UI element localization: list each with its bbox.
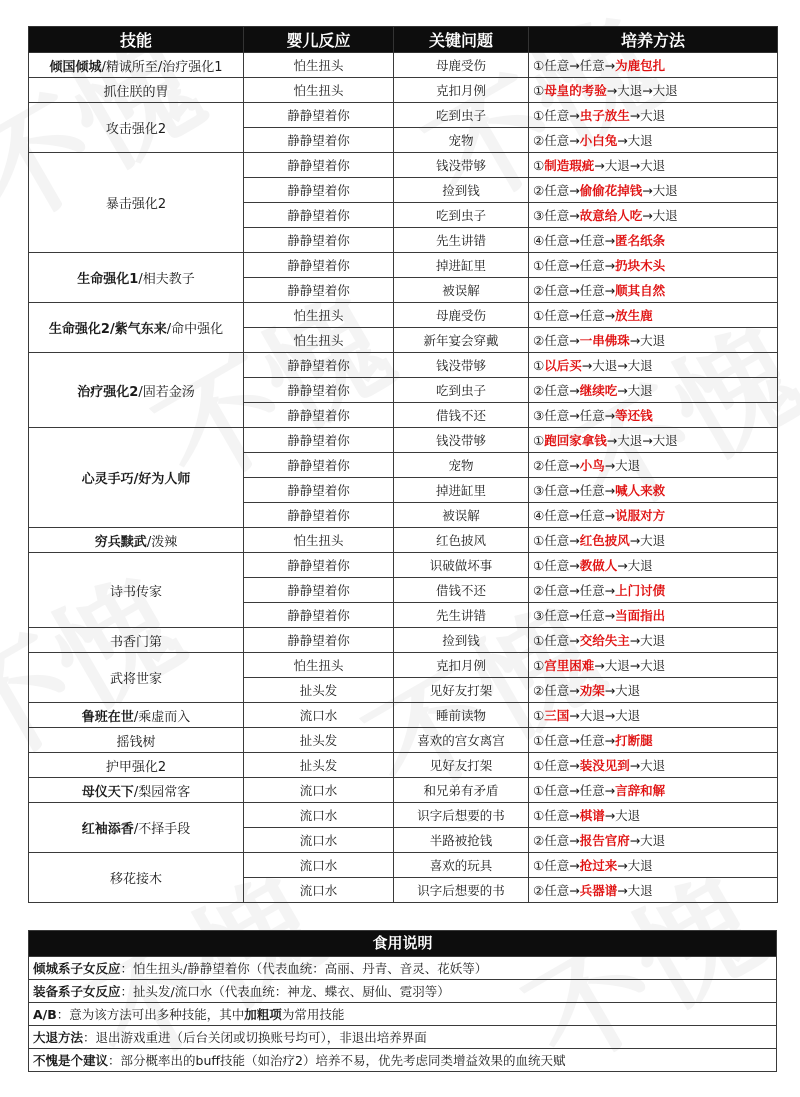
text-segment: 暴击强化2 <box>105 197 167 212</box>
highlight-text: 装没见到 <box>579 758 630 773</box>
bold-text: 红袖添香 <box>81 822 134 837</box>
highlight-text: 放生鹿 <box>615 308 653 323</box>
method-cell <box>529 403 778 428</box>
issue-cell: 母鹿受伤 <box>394 303 529 328</box>
text-segment: ①任意→ <box>533 808 580 823</box>
text-segment: ：部分概率出的buff技能（如治疗2）培养不易，优先考虑同类增益效果的血统天赋 <box>108 1053 566 1068</box>
highlight-text: 当面指出 <box>615 608 666 623</box>
issue-cell: 识字后想要的书 <box>394 878 529 903</box>
skill-table <box>28 26 778 903</box>
text-segment: ③任意→任意→ <box>533 483 616 498</box>
reaction-cell: 流口水 <box>244 703 394 728</box>
text-segment: 护甲强化2 <box>105 759 167 775</box>
highlight-text: 上门讨债 <box>615 583 666 598</box>
reaction-cell: 静静望着你 <box>244 128 394 153</box>
reaction-cell: 静静望着你 <box>244 403 394 428</box>
text-segment: ① <box>533 158 545 173</box>
highlight-text: 跑回家拿钱 <box>544 433 607 448</box>
issue-cell: 吃到虫子 <box>394 378 529 403</box>
text-segment: ①任意→ <box>533 633 580 648</box>
text-segment: ①任意→ <box>533 758 580 773</box>
issue-cell: 捡到钱 <box>394 628 529 653</box>
text-segment: →大退 <box>617 858 653 873</box>
text-segment: ：怕生扭头/静静望着你（代表血统：高丽、丹青、音灵、花妖等） <box>120 961 488 976</box>
text-segment: →大退 <box>617 383 653 398</box>
text-segment: ①任意→任意→ <box>533 258 616 273</box>
reaction-cell: 静静望着你 <box>244 503 394 528</box>
reaction-cell: 静静望着你 <box>244 628 394 653</box>
bold-text: 穷兵黩武 <box>94 534 147 550</box>
highlight-text: 扔块木头 <box>615 258 666 273</box>
table-row <box>29 778 778 803</box>
text-segment: ④任意→任意→ <box>533 233 616 248</box>
text-segment: ：退出游戏重进（后台关闭或切换账号均可），非退出培养界面 <box>83 1030 427 1045</box>
highlight-text: 打断腿 <box>615 733 653 748</box>
text-segment: /不择手段 <box>133 822 191 837</box>
reaction-cell: 静静望着你 <box>244 228 394 253</box>
method-cell <box>529 278 778 303</box>
bold-text: 心灵手巧/好为人师 <box>81 472 191 487</box>
table-row <box>29 153 778 178</box>
usage-notes <box>28 930 777 1072</box>
method-cell <box>529 378 778 403</box>
text-segment: ③任意→任意→ <box>533 608 616 623</box>
table-row <box>29 703 778 728</box>
bold-text: 生命强化2/紫气东来 <box>48 322 167 337</box>
text-segment: →大退→大退 <box>569 708 641 723</box>
method-cell <box>529 528 778 553</box>
text-segment: →大退 <box>604 458 641 473</box>
skill-cell <box>29 703 244 728</box>
reaction-cell: 静静望着你 <box>244 253 394 278</box>
text-segment: ②任意→ <box>533 133 580 148</box>
skill-cell <box>29 728 244 753</box>
reaction-cell: 怕生扭头 <box>244 328 394 353</box>
method-cell <box>529 678 778 703</box>
reaction-cell: 静静望着你 <box>244 453 394 478</box>
method-cell <box>529 778 778 803</box>
issue-cell: 克扣月例 <box>394 78 529 103</box>
highlight-text: 报告官府 <box>579 833 630 848</box>
text-segment: ②任意→任意→ <box>533 283 616 298</box>
bold-text: 倾国倾城 <box>49 59 102 75</box>
bold-text: 倾城系子女反应 <box>33 961 121 976</box>
bold-text: A/B <box>33 1007 57 1022</box>
highlight-text: 宫里困难 <box>544 658 595 673</box>
skill-cell <box>29 353 244 428</box>
reaction-cell: 静静望着你 <box>244 378 394 403</box>
text-segment: →大退 <box>617 133 653 148</box>
reaction-cell: 扯头发 <box>244 728 394 753</box>
highlight-text: 匿名纸条 <box>615 233 666 248</box>
method-cell <box>529 478 778 503</box>
text-segment: 诗书传家 <box>109 584 162 600</box>
reaction-cell: 静静望着你 <box>244 578 394 603</box>
issue-cell: 克扣月例 <box>394 653 529 678</box>
reaction-cell: 怕生扭头 <box>244 303 394 328</box>
issue-cell: 半路被抢钱 <box>394 828 529 853</box>
reaction-cell: 静静望着你 <box>244 178 394 203</box>
text-segment: ②任意→ <box>533 883 580 898</box>
skill-cell <box>29 553 244 628</box>
issue-cell: 和兄弟有矛盾 <box>394 778 529 803</box>
method-cell <box>529 553 778 578</box>
table-row <box>29 853 778 878</box>
text-segment: →大退→大退 <box>594 658 666 673</box>
highlight-text: 兵器谱 <box>579 883 618 898</box>
text-segment: ①任意→ <box>533 558 580 573</box>
table-header-row <box>29 27 778 53</box>
issue-cell: 借钱不还 <box>394 403 529 428</box>
reaction-cell: 怕生扭头 <box>244 53 394 78</box>
skill-cell <box>29 753 244 778</box>
text-segment: ①任意→任意→ <box>533 783 616 798</box>
highlight-text: 棋谱 <box>579 808 605 823</box>
issue-cell: 红色披风 <box>394 528 529 553</box>
reaction-cell: 静静望着你 <box>244 353 394 378</box>
skill-cell <box>29 103 244 153</box>
text-segment: →大退 <box>629 533 666 548</box>
header-method: 培养方法 <box>529 27 778 53</box>
issue-cell: 宠物 <box>394 453 529 478</box>
issue-cell: 先生讲错 <box>394 228 529 253</box>
text-segment: ：意为该方法可出多种技能，其中 <box>56 1007 245 1022</box>
text-segment: →大退 <box>604 683 641 698</box>
usage-note-line <box>29 979 776 1002</box>
text-segment: →大退 <box>604 808 641 823</box>
text-segment: /乘虚而入 <box>133 709 191 725</box>
highlight-text: 母皇的考验 <box>544 83 607 98</box>
skill-cell <box>29 653 244 703</box>
table-row <box>29 753 778 778</box>
issue-cell: 喜欢的玩具 <box>394 853 529 878</box>
table-row <box>29 653 778 678</box>
highlight-text: 言辞和解 <box>615 783 666 798</box>
reaction-cell: 流口水 <box>244 803 394 828</box>
text-segment: →大退→大退 <box>606 433 678 448</box>
text-segment: /梨园常客 <box>133 784 191 800</box>
method-cell <box>529 228 778 253</box>
highlight-text: 顺其自然 <box>615 283 666 298</box>
text-segment: 摇钱树 <box>116 734 156 750</box>
text-segment: ① <box>533 433 545 448</box>
highlight-text: 抢过来 <box>579 858 618 873</box>
text-segment: ① <box>533 358 545 373</box>
issue-cell: 被误解 <box>394 503 529 528</box>
header-reaction: 婴儿反应 <box>244 27 394 53</box>
text-segment: 移花接木 <box>109 872 162 887</box>
issue-cell: 掉进缸里 <box>394 478 529 503</box>
issue-cell: 喜欢的宫女离宫 <box>394 728 529 753</box>
text-segment: 攻击强化2 <box>105 122 167 137</box>
method-cell <box>529 653 778 678</box>
reaction-cell: 静静望着你 <box>244 478 394 503</box>
table-row <box>29 78 778 103</box>
table-row <box>29 628 778 653</box>
table-row <box>29 553 778 578</box>
skill-cell <box>29 778 244 803</box>
table-body <box>29 53 778 903</box>
method-cell <box>529 803 778 828</box>
text-segment: ①任意→ <box>533 108 580 123</box>
text-segment: ②任意→ <box>533 383 580 398</box>
highlight-text: 教做人 <box>579 558 618 573</box>
method-cell <box>529 178 778 203</box>
method-cell <box>529 153 778 178</box>
reaction-cell: 静静望着你 <box>244 103 394 128</box>
table-row <box>29 728 778 753</box>
reaction-cell: 静静望着你 <box>244 428 394 453</box>
table-row <box>29 53 778 78</box>
skill-cell <box>29 428 244 528</box>
reaction-cell: 流口水 <box>244 778 394 803</box>
text-segment: ① <box>533 658 545 673</box>
reaction-cell: 怕生扭头 <box>244 653 394 678</box>
highlight-text: 虫子放生 <box>579 108 630 123</box>
issue-cell: 吃到虫子 <box>394 203 529 228</box>
issue-cell: 见好友打架 <box>394 678 529 703</box>
bold-text: 鲁班在世 <box>81 709 134 725</box>
issue-cell: 识破做坏事 <box>394 553 529 578</box>
bold-text: 装备系子女反应 <box>33 984 121 999</box>
text-segment: →大退 <box>629 833 666 848</box>
text-segment: /命中强化 <box>166 322 224 337</box>
issue-cell: 钱没带够 <box>394 153 529 178</box>
text-segment: →大退→大退 <box>606 83 678 98</box>
text-segment: 为常用技能 <box>281 1007 345 1022</box>
issue-cell: 捡到钱 <box>394 178 529 203</box>
text-segment: ②任意→ <box>533 333 580 348</box>
method-cell <box>529 578 778 603</box>
text-segment: 武将世家 <box>109 672 162 687</box>
highlight-text: 喊人来救 <box>615 483 666 498</box>
reaction-cell: 静静望着你 <box>244 603 394 628</box>
text-segment: ②任意→ <box>533 458 580 473</box>
text-segment: →大退 <box>617 558 653 573</box>
text-segment: 书香门第 <box>109 634 162 650</box>
text-segment: ①任意→任意→ <box>533 733 616 748</box>
skill-cell <box>29 853 244 903</box>
reaction-cell: 静静望着你 <box>244 153 394 178</box>
text-segment: →大退 <box>629 333 666 348</box>
bold-text: 母仪天下 <box>81 784 134 800</box>
bold-text: 大退方法 <box>33 1030 84 1045</box>
method-cell <box>529 428 778 453</box>
table-row <box>29 528 778 553</box>
usage-notes-body <box>29 956 776 1071</box>
issue-cell: 钱没带够 <box>394 428 529 453</box>
bold-text: 治疗强化2 <box>77 384 139 400</box>
text-segment: ①任意→ <box>533 858 580 873</box>
skill-cell <box>29 628 244 653</box>
issue-cell: 新年宴会穿戴 <box>394 328 529 353</box>
method-cell <box>529 628 778 653</box>
method-cell <box>529 453 778 478</box>
text-segment: →大退 <box>629 108 666 123</box>
highlight-text: 一串佛珠 <box>579 333 630 348</box>
reaction-cell: 静静望着你 <box>244 203 394 228</box>
text-segment: ②任意→ <box>533 833 580 848</box>
method-cell <box>529 828 778 853</box>
text-segment: ：扯头发/流口水（代表血统：神龙、蝶衣、厨仙、霓羽等） <box>120 984 450 999</box>
reaction-cell: 流口水 <box>244 853 394 878</box>
header-skill: 技能 <box>29 27 244 53</box>
text-segment: ① <box>533 708 545 723</box>
skill-cell <box>29 528 244 553</box>
issue-cell: 睡前读物 <box>394 703 529 728</box>
text-segment: ① <box>533 83 545 98</box>
table-row <box>29 353 778 378</box>
method-cell <box>529 53 778 78</box>
bold-text: 生命强化1 <box>77 272 139 287</box>
text-segment: ①任意→任意→ <box>533 308 616 323</box>
text-segment: /泼辣 <box>146 534 178 550</box>
method-cell <box>529 603 778 628</box>
text-segment: ④任意→任意→ <box>533 508 616 523</box>
highlight-text: 等还钱 <box>615 408 653 423</box>
issue-cell: 见好友打架 <box>394 753 529 778</box>
method-cell <box>529 728 778 753</box>
table-row <box>29 303 778 328</box>
method-cell <box>529 103 778 128</box>
highlight-text: 红色披风 <box>579 533 630 548</box>
highlight-text: 说服对方 <box>615 508 666 523</box>
method-cell <box>529 328 778 353</box>
usage-note-line <box>29 1002 776 1025</box>
highlight-text: 制造瑕疵 <box>544 158 595 173</box>
issue-cell: 吃到虫子 <box>394 103 529 128</box>
text-segment: →大退→大退 <box>581 358 653 373</box>
usage-notes-title: 食用说明 <box>29 931 776 956</box>
text-segment: /精诚所至/治疗强化1 <box>101 59 223 75</box>
skill-cell <box>29 78 244 103</box>
text-segment: 抓住朕的胃 <box>103 84 169 100</box>
method-cell <box>529 853 778 878</box>
text-segment: /固若金汤 <box>138 384 195 400</box>
method-cell <box>529 878 778 903</box>
skill-cell <box>29 53 244 78</box>
skill-cell <box>29 153 244 253</box>
skill-cell <box>29 803 244 853</box>
bold-text: 不愧是个建议 <box>33 1053 109 1068</box>
reaction-cell: 怕生扭头 <box>244 78 394 103</box>
table-row <box>29 428 778 453</box>
text-segment: →大退 <box>642 208 678 223</box>
method-cell <box>529 703 778 728</box>
highlight-text: 偷偷花掉钱 <box>579 183 643 198</box>
method-cell <box>529 78 778 103</box>
text-segment: ②任意→ <box>533 683 580 698</box>
method-cell <box>529 353 778 378</box>
highlight-text: 三国 <box>544 708 570 723</box>
text-segment: ①任意→ <box>533 533 580 548</box>
issue-cell: 先生讲错 <box>394 603 529 628</box>
reaction-cell: 静静望着你 <box>244 278 394 303</box>
issue-cell: 被误解 <box>394 278 529 303</box>
usage-note-line <box>29 1048 776 1071</box>
highlight-text: 以后买 <box>544 358 582 373</box>
bold-text: 加粗项 <box>244 1007 282 1022</box>
table-row <box>29 803 778 828</box>
usage-note-line <box>29 1025 776 1048</box>
method-cell <box>529 128 778 153</box>
issue-cell: 宠物 <box>394 128 529 153</box>
highlight-text: 小白兔 <box>579 133 618 148</box>
text-segment: →大退 <box>629 633 666 648</box>
text-segment: →大退 <box>642 183 678 198</box>
skill-cell <box>29 303 244 353</box>
highlight-text: 小鸟 <box>579 458 605 473</box>
text-segment: ③任意→ <box>533 208 580 223</box>
text-segment: ①任意→任意→ <box>533 58 616 73</box>
method-cell <box>529 253 778 278</box>
reaction-cell: 扯头发 <box>244 753 394 778</box>
header-issue: 关键问题 <box>394 27 529 53</box>
reaction-cell: 静静望着你 <box>244 553 394 578</box>
text-segment: ③任意→任意→ <box>533 408 616 423</box>
usage-note-line <box>29 956 776 979</box>
text-segment: →大退 <box>617 883 653 898</box>
reaction-cell: 怕生扭头 <box>244 528 394 553</box>
text-segment: →大退 <box>629 758 666 773</box>
text-segment: ②任意→任意→ <box>533 583 616 598</box>
issue-cell: 借钱不还 <box>394 578 529 603</box>
reaction-cell: 流口水 <box>244 828 394 853</box>
method-cell <box>529 303 778 328</box>
highlight-text: 为鹿包扎 <box>615 58 666 73</box>
issue-cell: 钱没带够 <box>394 353 529 378</box>
highlight-text: 劝架 <box>579 683 605 698</box>
reaction-cell: 扯头发 <box>244 678 394 703</box>
issue-cell: 识字后想要的书 <box>394 803 529 828</box>
skill-cell <box>29 253 244 303</box>
issue-cell: 掉进缸里 <box>394 253 529 278</box>
highlight-text: 交给失主 <box>579 633 630 648</box>
method-cell <box>529 203 778 228</box>
table-row <box>29 253 778 278</box>
text-segment: /相夫教子 <box>138 272 195 287</box>
issue-cell: 母鹿受伤 <box>394 53 529 78</box>
text-segment: ②任意→ <box>533 183 580 198</box>
method-cell <box>529 503 778 528</box>
highlight-text: 继续吃 <box>579 383 618 398</box>
table-row <box>29 103 778 128</box>
text-segment: →大退→大退 <box>594 158 666 173</box>
highlight-text: 故意给人吃 <box>579 208 643 223</box>
reaction-cell: 流口水 <box>244 878 394 903</box>
method-cell <box>529 753 778 778</box>
